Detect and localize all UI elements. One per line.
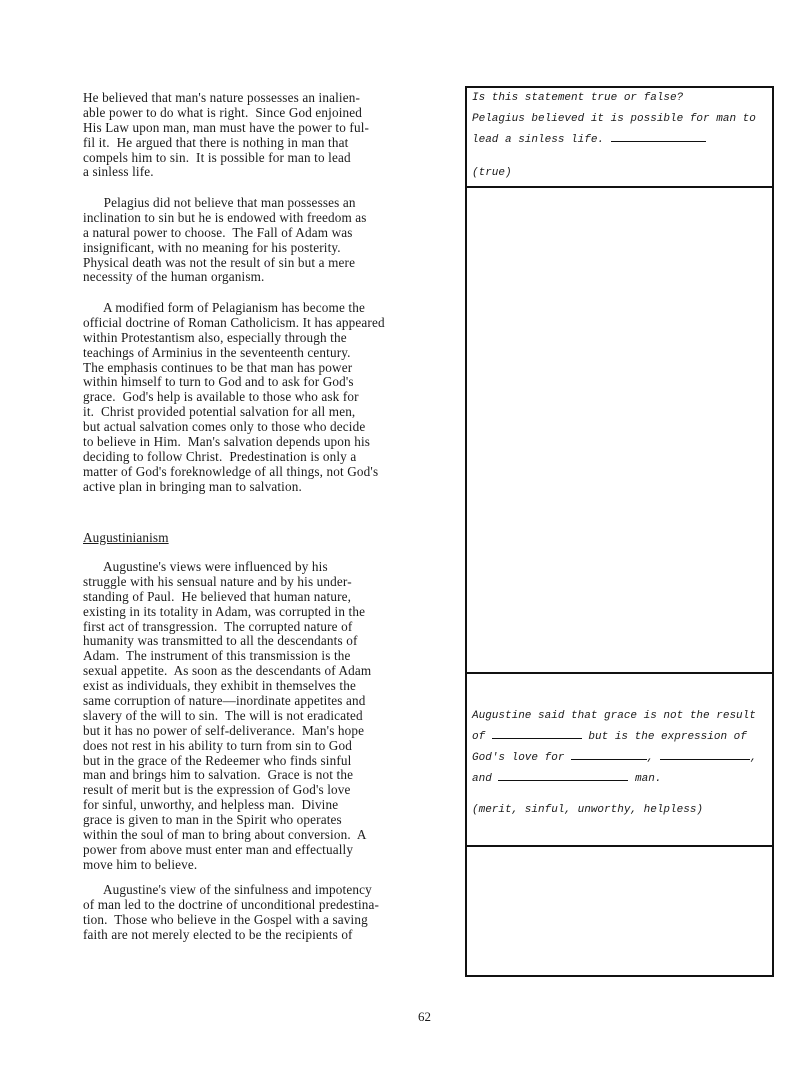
text-line: power from above must enter man and effectually (83, 841, 354, 857)
text-line: necessity of the human organism. (83, 269, 265, 285)
text-line: teachings of Arminius in the seventeenth century. (83, 344, 351, 360)
text-line: but actual salvation comes only to those who decide (83, 419, 366, 435)
text-line: Adam. The instrument of this transmission is the (83, 648, 351, 664)
text-line: inclination to sin but he is endowed with freedom as (83, 209, 367, 225)
text-line: He believed that man's nature possesses an inalien- (83, 90, 360, 105)
question-text: of (472, 731, 486, 743)
question-line: Is this statement true or false? (472, 92, 684, 104)
page-number: 62 (418, 1009, 431, 1024)
text-line: exist as individuals, they exhibit in themselves the (83, 678, 356, 694)
answer-blank[interactable] (660, 748, 750, 760)
text-line: it. Christ provided potential salvation for all men, (83, 404, 356, 420)
text-line: standing of Paul. He believed that human nature, (83, 588, 352, 604)
text-line: to believe in Him. Man's salvation depends upon his (83, 434, 371, 450)
text-line: faith are not merely elected to be the recipients of (83, 926, 353, 942)
question-line: Augustine said that grace is not the result (472, 710, 756, 722)
text-line: but in the grace of the Redeemer who finds sinful (83, 752, 352, 768)
text-line: move him to believe. (83, 856, 198, 872)
text-line: a sinless life. (83, 164, 154, 180)
text-line: within the soul of man to bring about conversion. A (83, 827, 367, 843)
question-line: lead a sinless life. (472, 134, 605, 146)
text-line: Physical death was not the result of sin but a mere (83, 254, 356, 270)
text-line: deciding to follow Christ. Predestination is only a (83, 448, 357, 464)
text-line: same corruption of nature—inordinate appetites and (83, 693, 366, 709)
question-text: and (472, 773, 492, 785)
text-line: existing in its totality in Adam, was corrupted in the (83, 603, 366, 619)
paragraph-predestination (83, 883, 379, 943)
question-text: but is the expression of (588, 731, 747, 743)
paragraph-pelagius-belief (83, 91, 369, 180)
text-line: Pelagius did not believe that man possesses an (83, 195, 356, 210)
text-line: fil it. He argued that there is nothing in man that (83, 134, 349, 150)
frame-question-1 (472, 88, 756, 184)
text-line: insignificant, with no meaning for his posterity. (83, 239, 341, 255)
text-line: does not rest in his ability to turn from sin to God (83, 737, 352, 753)
paragraph-pelagius-freedom (83, 196, 367, 285)
question-text: God's love for (472, 752, 565, 764)
answer-blank[interactable] (571, 748, 647, 760)
text-line: official doctrine of Roman Catholicism. It has appeared (83, 314, 385, 330)
text-line: but it has no power of self-deliverance. Man's hope (83, 722, 365, 738)
answer-key: (true) (472, 167, 512, 179)
text-line: result of merit but is the expression of God's love (83, 782, 351, 798)
text-line: active plan in bringing man to salvation. (83, 478, 302, 494)
text-line: within Protestantism also, especially through the (83, 329, 347, 345)
text-line: for sinful, unworthy, and helpless man. Divine (83, 797, 339, 813)
answer-blank[interactable] (498, 769, 628, 781)
paragraph-augustine-views (83, 560, 371, 873)
text-line: compels him to sin. It is possible for man to lead (83, 149, 351, 165)
text-line: within himself to turn to God and to ask for God's (83, 374, 354, 390)
question-text: man. (635, 773, 662, 785)
text-line: The emphasis continues to be that man has power (83, 359, 353, 375)
comma: , (750, 752, 757, 764)
text-line: man and brings him to salvation. Grace is not the (83, 767, 354, 783)
frame-divider (467, 845, 772, 847)
text-line: sexual appetite. As soon as the descendants of Adam (83, 663, 372, 679)
text-line: matter of God's foreknowledge of all things, not God's (83, 463, 379, 479)
text-line: of man led to the doctrine of unconditional predestina- (83, 896, 380, 912)
text-line: first act of transgression. The corrupted nature of (83, 618, 353, 634)
text-line: a natural power to choose. The Fall of Adam was (83, 224, 353, 240)
text-line: tion. Those who believe in the Gospel with a saving (83, 911, 368, 927)
frame-divider (467, 186, 772, 188)
text-line: grace is given to man in the Spirit who operates (83, 812, 342, 828)
text-line: Augustine's views were influenced by his (83, 559, 328, 574)
answer-blank[interactable] (492, 727, 582, 739)
paragraph-modified-pelagianism (83, 301, 385, 495)
text-line: able power to do what is right. Since God enjoined (83, 104, 363, 120)
answer-key: (merit, sinful, unworthy, helpless) (472, 804, 704, 816)
frame-question-2 (472, 706, 757, 821)
frame-divider (467, 672, 772, 674)
programmed-frames-box (465, 86, 774, 977)
answer-blank[interactable] (611, 130, 706, 142)
section-heading: Augustinianism (83, 530, 169, 545)
text-line: slavery of the will to sin. The will is not eradicated (83, 707, 363, 723)
text-line: struggle with his sensual nature and by his under- (83, 573, 352, 589)
text-line: grace. God's help is available to those who ask for (83, 389, 359, 405)
text-line: humanity was transmitted to all the descendants of (83, 633, 358, 649)
text-line: Augustine's view of the sinfulness and impotency (83, 882, 372, 897)
question-line: Pelagius believed it is possible for man to (472, 113, 756, 125)
text-line: His Law upon man, man must have the power to ful- (83, 119, 370, 135)
comma: , (647, 752, 654, 764)
text-line: A modified form of Pelagianism has become the (83, 300, 365, 315)
